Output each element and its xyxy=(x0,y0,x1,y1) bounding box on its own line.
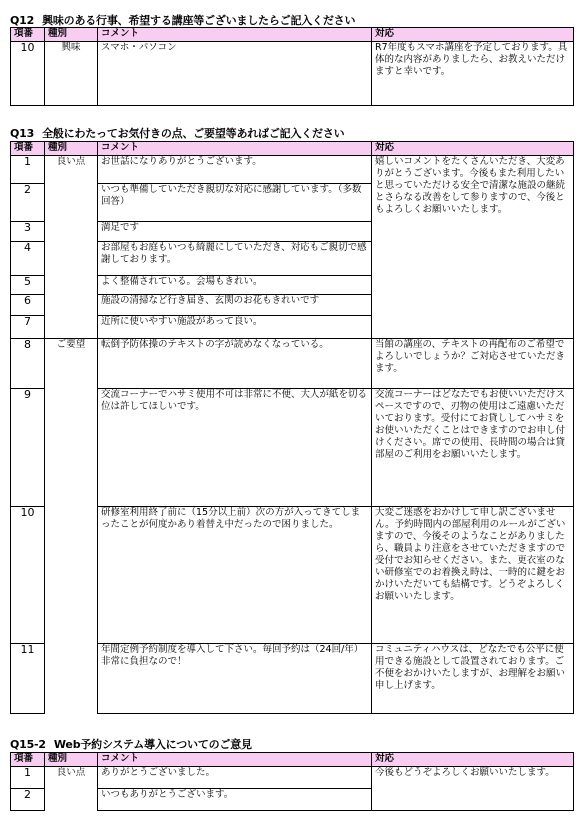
row-number: 9 xyxy=(11,389,45,507)
row-kind: 興味 xyxy=(45,42,98,106)
q12-header-row xyxy=(11,28,574,42)
header-response: 対応 xyxy=(372,28,574,42)
q13-title xyxy=(10,127,344,140)
q13-table xyxy=(10,141,574,714)
row-kind: 良い点 xyxy=(45,767,98,811)
header-kind: 種別 xyxy=(45,753,98,767)
row-comment: 研修室利用終了前に（15分以上前）次の方が入ってきてしまったことが何度かあり着替え中だったので困りました。 xyxy=(98,507,372,644)
row-comment: 転倒予防体操のテキストの字が読めなくなっている。 xyxy=(98,339,372,389)
row-number: 10 xyxy=(11,507,45,644)
row-response: 今後もどうぞよろしくお願いいたします。 xyxy=(372,767,574,811)
row-number: 1 xyxy=(11,767,45,789)
row-comment: よく整備されている。会場もきれい。 xyxy=(98,276,372,295)
header-no: 項番 xyxy=(11,28,45,42)
row-comment: 近所に使いやすい施設があって良い。 xyxy=(98,316,372,339)
q15-header-row xyxy=(11,753,574,767)
header-comment: コメント xyxy=(98,28,372,42)
row-response: R7年度もスマホ講座を予定しております。具体的な内容がありましたら、お教えいただけますと幸いです。 xyxy=(372,42,574,106)
row-comment: お部屋もお庭もいつも綺麗にしていただき、対応もご親切で感謝しております。 xyxy=(98,242,372,276)
q12-title xyxy=(10,14,355,27)
row-response: コミュニティハウスは、どなたでも公平に使用できる施設として設置されております。ご不便をおかけいたしますが、お理解をお願い申し上げます。 xyxy=(372,644,574,714)
row-comment: ありがとうございました。 xyxy=(98,767,372,789)
table-row xyxy=(11,767,574,789)
row-number: 8 xyxy=(11,339,45,389)
row-number: 4 xyxy=(11,242,45,276)
q15-title-text: Web予約システム導入についてのご意見 xyxy=(53,738,252,751)
table-row xyxy=(11,339,574,389)
row-number: 10 xyxy=(11,42,45,106)
row-response: 大変ご迷惑をおかけして申し訳ございません。予約時間内の部屋利用のルールがございますので、今後そのようなことがありましたら、職員より注意をさせていただきますので受付でお知らせください。また、更衣室のない研修室でのお着換え時は、一時的に鍵をおかけいただいても結構です。どうぞよろしくお願いいたします。 xyxy=(372,507,574,644)
header-kind: 種別 xyxy=(45,142,98,156)
header-response: 対応 xyxy=(372,753,574,767)
header-kind: 種別 xyxy=(45,28,98,42)
row-number: 11 xyxy=(11,644,45,714)
header-no: 項番 xyxy=(11,753,45,767)
header-comment: コメント xyxy=(98,753,372,767)
row-kind: 良い点 xyxy=(45,156,98,339)
row-comment: いつもありがとうございます。 xyxy=(98,789,372,811)
row-number: 2 xyxy=(11,184,45,222)
q13-header-row xyxy=(11,142,574,156)
q15-title xyxy=(10,738,252,751)
table-row xyxy=(11,42,574,106)
row-number: 2 xyxy=(11,789,45,811)
row-comment: 満足です xyxy=(98,222,372,242)
row-kind: ご要望 xyxy=(45,339,98,714)
row-comment: 交流コーナーでハサミ使用不可は非常に不便、大人が紙を切る位は許してほしいです。 xyxy=(98,389,372,507)
q15-table xyxy=(10,752,574,811)
header-comment: コメント xyxy=(98,142,372,156)
q12-table xyxy=(10,27,574,106)
row-comment: お世話になりありがとうございます。 xyxy=(98,156,372,184)
row-response: 嬉しいコメントをたくさんいただき、大変ありがとうございます。今後もまた利用したいと思っていただける安全で清潔な施設の継続とさらなる改善をして参りますので、今後ともよろしくお願いいたします。 xyxy=(372,156,574,339)
q13-title-text: 全般にわたってお気付きの点、ご要望等あればご記入ください xyxy=(42,127,345,140)
header-no: 項番 xyxy=(11,142,45,156)
q13-number: Q13 xyxy=(10,127,35,140)
row-response: 当館の講座の、テキストの再配布のご希望でよろしいでしょうか？ご対応させていただきます。 xyxy=(372,339,574,389)
table-row xyxy=(11,156,574,184)
header-response: 対応 xyxy=(372,142,574,156)
row-number: 3 xyxy=(11,222,45,242)
row-number: 5 xyxy=(11,276,45,295)
row-response: 交流コーナーはどなたでもお使いいただけスペースですので、刃物の使用はご遠慮いただいております。受付にてお貸ししてハサミをお使いいただくことはできますのでお申し付けください。席での使用、長時間の場合は貸部屋のご利用をお願いいたします。 xyxy=(372,389,574,507)
row-comment: 年間定例予約制度を導入して下さい。毎回予約は（24回/年）非常に負担なので！ xyxy=(98,644,372,714)
row-comment: 施設の清掃など行き届き、玄関のお花もきれいです xyxy=(98,295,372,316)
q12-number: Q12 xyxy=(10,14,35,27)
row-number: 1 xyxy=(11,156,45,184)
row-number: 6 xyxy=(11,295,45,316)
q15-number: Q15-2 xyxy=(10,738,46,751)
row-comment: いつも準備していただき親切な対応に感謝しています。（多数回答） xyxy=(98,184,372,222)
row-comment: スマホ・パソコン xyxy=(98,42,372,106)
row-number: 7 xyxy=(11,316,45,339)
q12-title-text: 興味のある行事、希望する講座等ございましたらご記入ください xyxy=(42,14,356,27)
